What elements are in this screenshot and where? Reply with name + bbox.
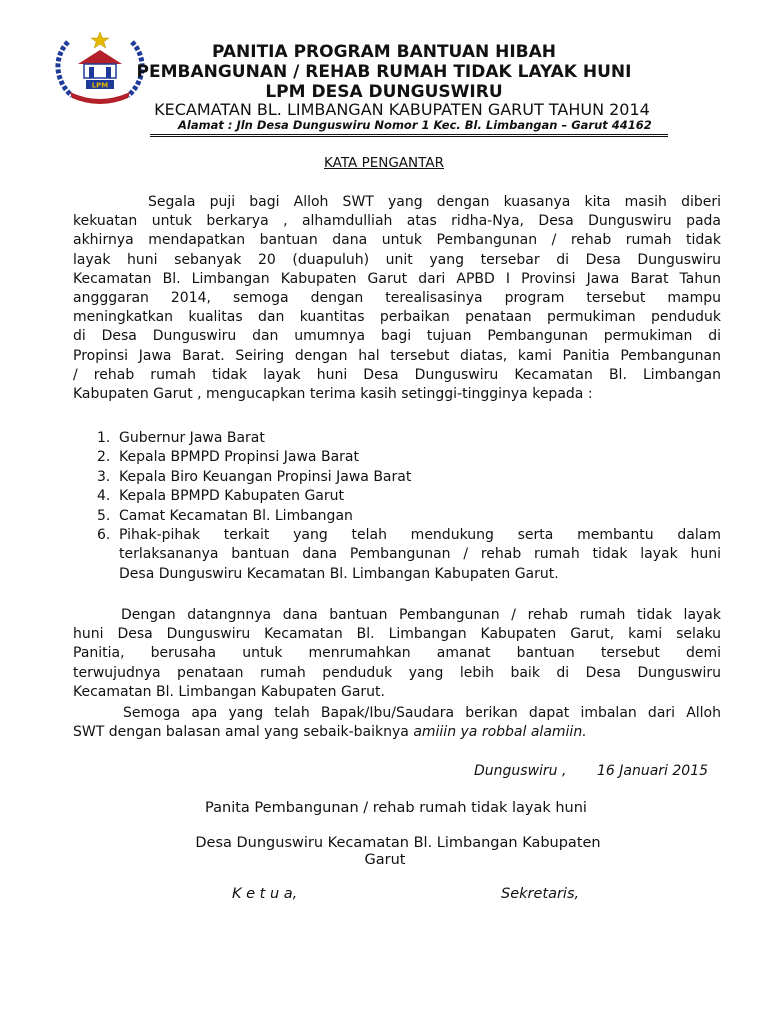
paragraph-line: Segala puji bagi Alloh SWT yang dengan kuasanya kita masih diberi bbox=[148, 194, 721, 210]
list-number: 2. bbox=[97, 449, 111, 466]
list-item bbox=[73, 487, 721, 506]
paragraph-line: layak huni sebanyak 20 (duapuluh) unit yang tersebar di Desa Dunguswiru bbox=[73, 251, 721, 268]
paragraph-line: Panitia, berusaha untuk menrumahkan amanat bantuan tersebut demi bbox=[73, 645, 721, 662]
list-text: Camat Kecamatan Bl. Limbangan bbox=[119, 507, 353, 524]
paragraph-text: SWT dengan balasan amal yang sebaik-baiknya bbox=[73, 724, 414, 741]
header-line-4: KECAMATAN BL. LIMBANGAN KABUPATEN GARUT TAHUN 2014 bbox=[154, 100, 650, 119]
paragraph-second bbox=[73, 606, 721, 702]
paragraph-line: terwujudnya penataan rumah penduduk yang lebih baik di Desa Dunguswiru bbox=[73, 664, 721, 681]
list-number: 4. bbox=[97, 488, 111, 505]
logo-text: LPM bbox=[91, 81, 109, 90]
paragraph-line: akhirnya mendapatkan bantuan dana untuk Pembangunan / rehab rumah tidak bbox=[73, 232, 721, 249]
list-text: Pihak-pihak terkait yang telah mendukung serta membantu dalam bbox=[119, 527, 721, 544]
paragraph-line: di Desa Dunguswiru dan umumnya bagi tujuan Pembangunan permukiman di bbox=[73, 328, 721, 345]
list-item bbox=[73, 468, 721, 487]
paragraph-closing bbox=[73, 704, 721, 742]
paragraph-intro bbox=[73, 193, 721, 404]
list-text: Kepala BPMPD Kabupaten Garut bbox=[119, 488, 344, 505]
list-number: 1. bbox=[97, 430, 111, 446]
list-item bbox=[73, 526, 721, 584]
closing-line-2: Desa Dunguswiru Kecamatan Bl. Limbangan Kabupaten bbox=[195, 835, 601, 851]
signature-chair: K e t u a, bbox=[232, 886, 298, 902]
closing-line-3: Garut bbox=[364, 852, 406, 868]
list-item bbox=[73, 429, 721, 448]
header-line-2: PEMBANGUNAN / REHAB RUMAH TIDAK LAYAK HUNI bbox=[136, 62, 632, 82]
list-text: terlaksananya bantuan dana Pembangunan / rehab rumah tidak layak huni bbox=[119, 546, 721, 563]
list-text: Desa Dunguswiru Kecamatan Bl. Limbangan Kabupaten Garut. bbox=[119, 565, 559, 582]
list-text: Kepala Biro Keuangan Propinsi Jawa Barat bbox=[119, 468, 412, 485]
paragraph-line: / rehab rumah tidak layak huni Desa Dunguswiru Kecamatan Bl. Limbangan bbox=[73, 366, 721, 383]
list-text: Kepala BPMPD Propinsi Jawa Barat bbox=[119, 449, 359, 466]
date-place: Dunguswiru , bbox=[474, 763, 567, 779]
date-value: 16 Januari 2015 bbox=[597, 763, 709, 779]
list-number: 5. bbox=[97, 507, 111, 524]
paragraph-line: Dengan datangnnya dana bantuan Pembangunan / rehab rumah tidak layak bbox=[121, 607, 721, 623]
paragraph-italic: amiiin ya robbal alamiin. bbox=[413, 724, 587, 741]
header-rule bbox=[150, 134, 668, 135]
paragraph-line bbox=[73, 723, 721, 742]
header-rule-2 bbox=[150, 136, 668, 137]
header-line-1: PANITIA PROGRAM BANTUAN HIBAH bbox=[211, 42, 557, 62]
list-item bbox=[73, 507, 721, 526]
header-line-3: LPM DESA DUNGUSWIRU bbox=[265, 82, 503, 102]
paragraph-line: Kecamatan Bl. Limbangan Kabupaten Garut dari APBD I Provinsi Jawa Barat Tahun bbox=[73, 270, 721, 287]
paragraph-line: huni Desa Dunguswiru Kecamatan Bl. Limbangan Kabupaten Garut, kami selaku bbox=[73, 626, 721, 643]
list-item bbox=[73, 448, 721, 467]
paragraph-line: Semoga apa yang telah Bapak/Ibu/Saudara berikan dapat imbalan dari Alloh bbox=[123, 705, 721, 721]
paragraph-line: Propinsi Jawa Barat. Seiring dengan hal tersebut diatas, kami Panitia Pembangunan bbox=[73, 347, 721, 364]
paragraph-line: Kabupaten Garut , mengucapkan terima kasih setinggi-tingginya kepada : bbox=[73, 386, 593, 403]
page-title: KATA PENGANTAR bbox=[324, 155, 444, 171]
signature-secretary: Sekretaris, bbox=[501, 886, 580, 902]
paragraph-line: kekuatan untuk berkarya , alhamdulliah atas ridha-Nya, Desa Dunguswiru pada bbox=[73, 213, 721, 230]
header-address: Alamat : Jln Desa Dunguswiru Nomor 1 Kec. Bl. Limbangan – Garut 44162 bbox=[178, 118, 652, 132]
closing-line-1: Panita Pembangunan / rehab rumah tidak layak huni bbox=[205, 800, 587, 816]
paragraph-line: angggaran 2014, semoga dengan terealisasinya program tersebut mampu bbox=[73, 290, 721, 307]
thanks-list bbox=[73, 429, 721, 584]
list-number: 6. bbox=[97, 527, 111, 544]
list-text: Gubernur Jawa Barat bbox=[119, 430, 265, 446]
list-number: 3. bbox=[97, 468, 111, 485]
paragraph-line: Kecamatan Bl. Limbangan Kabupaten Garut. bbox=[73, 683, 385, 700]
paragraph-line: meningkatkan kualitas dan kuantitas perbaikan penataan permukiman penduduk bbox=[73, 309, 721, 326]
